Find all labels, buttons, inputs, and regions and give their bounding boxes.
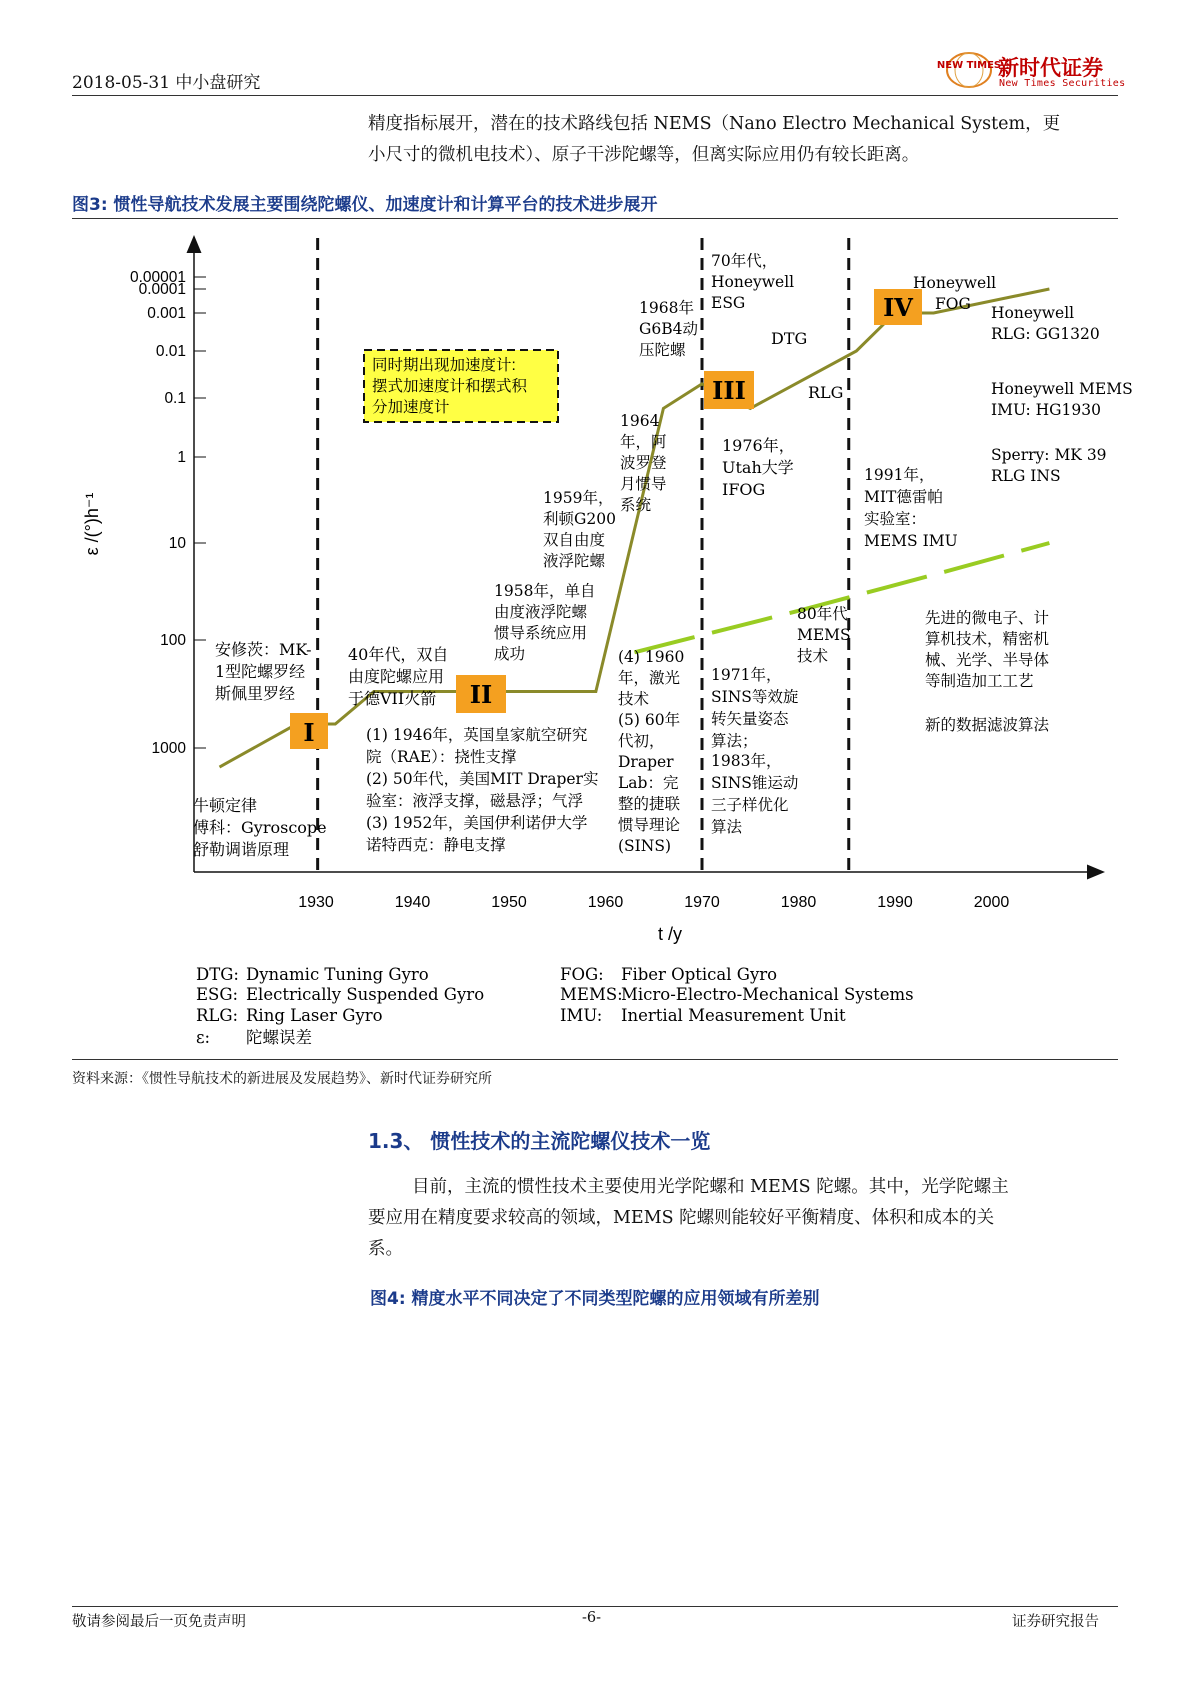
- era-box-I: [290, 713, 328, 749]
- x-axis-ticks: [298, 894, 1009, 911]
- section-para-line-2: 要应用在精度要求较高的领域，MEMS 陀螺则能较好平衡精度、体积和成本的关: [368, 1208, 995, 1228]
- brand-name-cn: 新时代证券: [998, 56, 1103, 80]
- annotation-advanced: 先进的微电子、计算机技术，精密机械、光学、半导体等制造加工工艺: [925, 609, 1050, 690]
- brand-logo: [936, 50, 1002, 90]
- glossary-term: DTG:: [196, 965, 239, 984]
- glossary-term: IMU:: [560, 1006, 603, 1025]
- x-tick-label: 1980: [780, 894, 817, 911]
- y-tick-label: 1: [177, 449, 186, 466]
- glossary-definition: Micro-Electro-Mechanical Systems: [621, 985, 914, 1004]
- annotations-layer: [193, 251, 1133, 859]
- annotation-y1958: 1958年，单自由度液浮陀螺惯导系统应用成功: [494, 582, 596, 663]
- glossary-definition: Fiber Optical Gyro: [621, 965, 778, 984]
- y-tick-label: 100: [160, 632, 186, 649]
- era-label-I: I: [303, 718, 315, 747]
- annotation-utah: 1976年， Utah大学 IFOG: [722, 436, 795, 499]
- y-tick-label: 0.1: [164, 390, 186, 407]
- y-tick-label: 0.01: [155, 343, 186, 360]
- glossary-term: ESG:: [196, 985, 239, 1004]
- annotation-dtg: DTG: [771, 329, 808, 348]
- x-axis-label: t /y: [657, 924, 683, 944]
- glossary-definition: 陀螺误差: [246, 1028, 312, 1047]
- glossary-definition: Dynamic Tuning Gyro: [246, 965, 429, 984]
- era-label-II: II: [469, 680, 493, 709]
- intro-line-1: 精度指标展开，潜在的技术路线包括 NEMS（Nano Electro Mechanical System，更: [368, 114, 1061, 134]
- glossary-term: RLG:: [196, 1006, 239, 1025]
- glossary-term: ε:: [196, 1028, 211, 1047]
- figure-3-bottom-rule: [72, 1059, 1118, 1060]
- x-tick-label: 1970: [684, 894, 720, 911]
- annotation-y1964: 1964 年，阿波罗登月惯导系统: [620, 412, 667, 514]
- annotation-rlg: RLG: [808, 383, 844, 402]
- footer-disclaimer: 敬请参阅最后一页免责声明: [72, 1614, 246, 1630]
- annotation-era2-list: (1) 1946年，英国皇家航空研究院（RAE）：挠性支撑(2) 50年代，美国MIT Draper实验室：液浮支撑，磁悬浮；气浮(3) 1952年，美国伊利诺伊大学诺特西克：静电支撑: [366, 726, 599, 854]
- annotation-laser-sins: (4) 1960 年，激光技术(5) 60年代初， Draper Lab：完整的捷联惯导理论(SINS): [618, 648, 685, 855]
- annotation-mems80: 80年代 MEMS 技术: [797, 605, 851, 665]
- era-box-IV: [874, 289, 922, 325]
- section-para-line-1: 目前，主流的惯性技术主要使用光学陀螺和 MEMS 陀螺。其中，光学陀螺主: [412, 1177, 1009, 1197]
- y-tick-label: 1000: [151, 740, 186, 757]
- annotation-newton: 牛顿定律傅科：Gyroscope 舒勒调谐原理: [193, 796, 327, 859]
- annotation-sins1971: 1971年， SINS等效旋转矢量姿态算法； 1983年， SINS锥运动三子样优化算法: [711, 666, 799, 836]
- glossary-definition: Ring Laser Gyro: [246, 1006, 383, 1025]
- era-box-III: [704, 371, 754, 409]
- y-tick-label: 10: [168, 535, 186, 552]
- inertial-navigation-timeline-chart: [0, 220, 1190, 1070]
- glossary: [196, 965, 914, 1047]
- glossary-term: FOG:: [560, 965, 604, 984]
- figure-4-title: 图4: 精度水平不同决定了不同类型陀螺的应用领域有所差别: [370, 1289, 820, 1309]
- x-tick-label: 2000: [973, 894, 1010, 911]
- figure-3-source: 资料来源：《惯性导航技术的新进展及发展趋势》、新时代证券研究所: [72, 1071, 492, 1087]
- y-tick-label: 0.00001: [129, 269, 186, 286]
- glossary-definition: Electrically Suspended Gyro: [246, 985, 485, 1004]
- figure-3-title: 图3: 惯性导航技术发展主要围绕陀螺仪、加速度计和计算平台的技术进步展开: [72, 195, 658, 215]
- annotation-filter: 新的数据滤波算法: [925, 716, 1050, 734]
- brand-name-en: New Times Securities: [999, 78, 1126, 89]
- footer-report-type: 证券研究报告: [1012, 1614, 1099, 1630]
- annotation-y1959: 1959年，利顿G200 双自由度液浮陀螺: [543, 489, 616, 570]
- annotation-forties: 40年代，双自由度陀螺应用于德VII火箭: [348, 645, 449, 708]
- x-tick-label: 1940: [394, 894, 431, 911]
- annotation-seventies: 70年代， Honeywell ESG: [711, 252, 795, 312]
- era-label-IV: IV: [883, 293, 913, 322]
- page-number: -6-: [582, 1610, 602, 1626]
- header-rule: [72, 95, 1118, 96]
- x-tick-label: 1950: [491, 894, 527, 911]
- y-axis-label: ε /(°)h⁻¹: [82, 492, 102, 556]
- glossary-definition: Inertial Measurement Unit: [621, 1006, 846, 1025]
- x-tick-label: 1990: [877, 894, 913, 911]
- accelerometer-callout-text: 同时期出现加速度计: 摆式加速度计和摆式积 分加速度计: [372, 357, 528, 416]
- x-tick-label: 1930: [298, 894, 334, 911]
- section-heading: 1.3、 惯性技术的主流陀螺仪技术一览: [368, 1129, 711, 1153]
- y-tick-label: 0.001: [147, 305, 186, 322]
- footer-rule: [72, 1606, 1118, 1607]
- annotation-honeywell-fog: Honeywell FOG: [913, 274, 997, 313]
- intro-line-2: 小尺寸的微机电技术）、原子干涉陀螺等，但离实际应用仍有较长距离。: [368, 145, 920, 165]
- era-box-II: [456, 675, 506, 713]
- y-tick-label: 0.0001: [138, 281, 186, 298]
- annotation-y1968: 1968年 G6B4动压陀螺: [639, 299, 698, 359]
- section-para-line-3: 系。: [368, 1239, 403, 1259]
- annotation-mit1991: 1991年， MIT德雷帕实验室： MEMS IMU: [864, 466, 958, 550]
- x-tick-label: 1960: [587, 894, 624, 911]
- era-label-III: III: [712, 376, 746, 405]
- annotation-anschutz: 安修茨：MK-1型陀螺罗经斯佩里罗经: [215, 640, 312, 703]
- figure-3-top-rule: [72, 218, 1118, 219]
- brand-mark-text: NEW TIMES: [936, 60, 1002, 71]
- glossary-term: MEMS:: [560, 985, 623, 1004]
- report-date-title: 2018-05-31 中小盘研究: [72, 73, 261, 93]
- annotation-right-list: Honeywell RLG: GG1320 Honeywell MEMS IMU: HG1930 Sperry: MK 39 RLG INS: [991, 304, 1133, 485]
